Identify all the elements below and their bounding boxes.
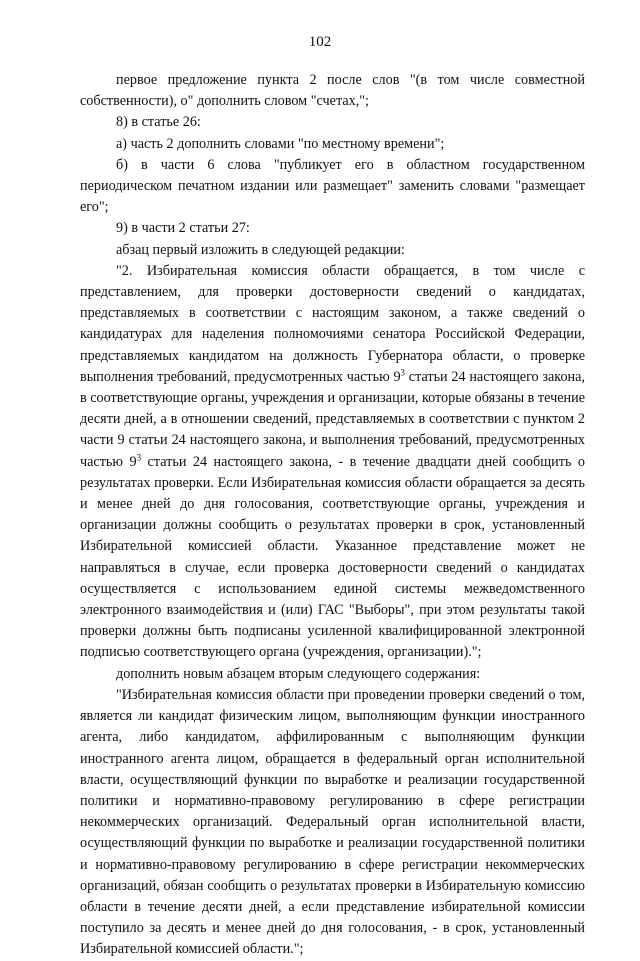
paragraph: абзац первый изложить в следующей редакции: — [116, 241, 405, 258]
paragraph-article-2 — [80, 261, 585, 664]
paragraph: 8) в статье 26: — [116, 114, 201, 131]
page-number: 102 — [308, 34, 332, 50]
paragraph: "Избирательная комиссия области при проведении проверки сведений о том, является ли кандидат физическим лицом, выполняющим функции иностранного агента, либо кандидатом, аффилированным с выполняющим функции иностранного агента лицом, обращается в федеральный орган исполнительной власти, осуществляющий функции по выработке и реализации государственной политики и нормативно-правовому регулированию в сфере регистрации некоммерческих организаций. Федеральный орган исполнительной власти, осуществляющий функции по выработке и реализации государственной политики и нормативно-правовому регулированию в сфере регистрации некоммерческих организаций, обязан сообщить о результатах проверки в Избирательную комиссию области в течение десяти дней, а если представление избирательной комиссии поступило за десять и менее дней до дня голосования, - в срок, установленный Избирательной комиссией области."; — [80, 686, 585, 958]
superscript: 3 — [136, 451, 142, 462]
paragraph: 9) в части 2 статьи 27: — [116, 220, 250, 237]
text-segment: статьи 24 настоящего закона, в соответствующие органы, учреждения и организации, которые обязаны в течение десяти дней, а в отношении сведений, представляемых в соответствии с пунктом 2 части 9 статьи 24 настоящего закона, и выполнения требований, предусмотренных частью 9 — [80, 368, 585, 470]
text-segment: "2. Избирательная комиссия области обращается, в том числе с представлением, для проверки достоверности сведений о кандидатах, представляемых в соответствии с настоящим законом, а также сведений о кандидатурах для наделения полномочиями сенатора Российской Федерации, представляемых кандидатом на должность Губернатора области, о проверке выполнения требований, предусмотренных частью 9 — [80, 262, 585, 385]
paragraph: б) в части 6 слова "публикует его в областном государственном периодическом печатном издании или размещает" заменить словами "размещает его"; — [80, 156, 585, 216]
paragraph: дополнить новым абзацем вторым следующего содержания: — [116, 665, 481, 682]
paragraph: а) часть 2 дополнить словами "по местному времени"; — [116, 135, 445, 152]
document-body — [80, 70, 585, 961]
superscript: 3 — [400, 367, 406, 378]
text-segment: статьи 24 настоящего закона, - в течение двадцати дней сообщить о результатах проверки. Если Избирательная комиссия области обращается за десять и менее дней до дня голосования, соответствующие органы, учреждения и организации должны сообщить о результатах проверки в срок, установленный Избирательной комиссией области. Указанное представление может не направляться в случае, если проверка достоверности сведений о кандидатах осуществляется с использованием единой системы межведомственного электронного взаимодействия и (или) ГАС "Выборы", при этом результаты такой проверки должны быть подписаны усиленной квалифицированной электронной подписью соответствующего органа (учреждения, организации)."; — [80, 453, 586, 661]
paragraph: первое предложение пункта 2 после слов "(в том числе совместной собственности), о" дополнить словом "счетах,"; — [80, 72, 585, 110]
